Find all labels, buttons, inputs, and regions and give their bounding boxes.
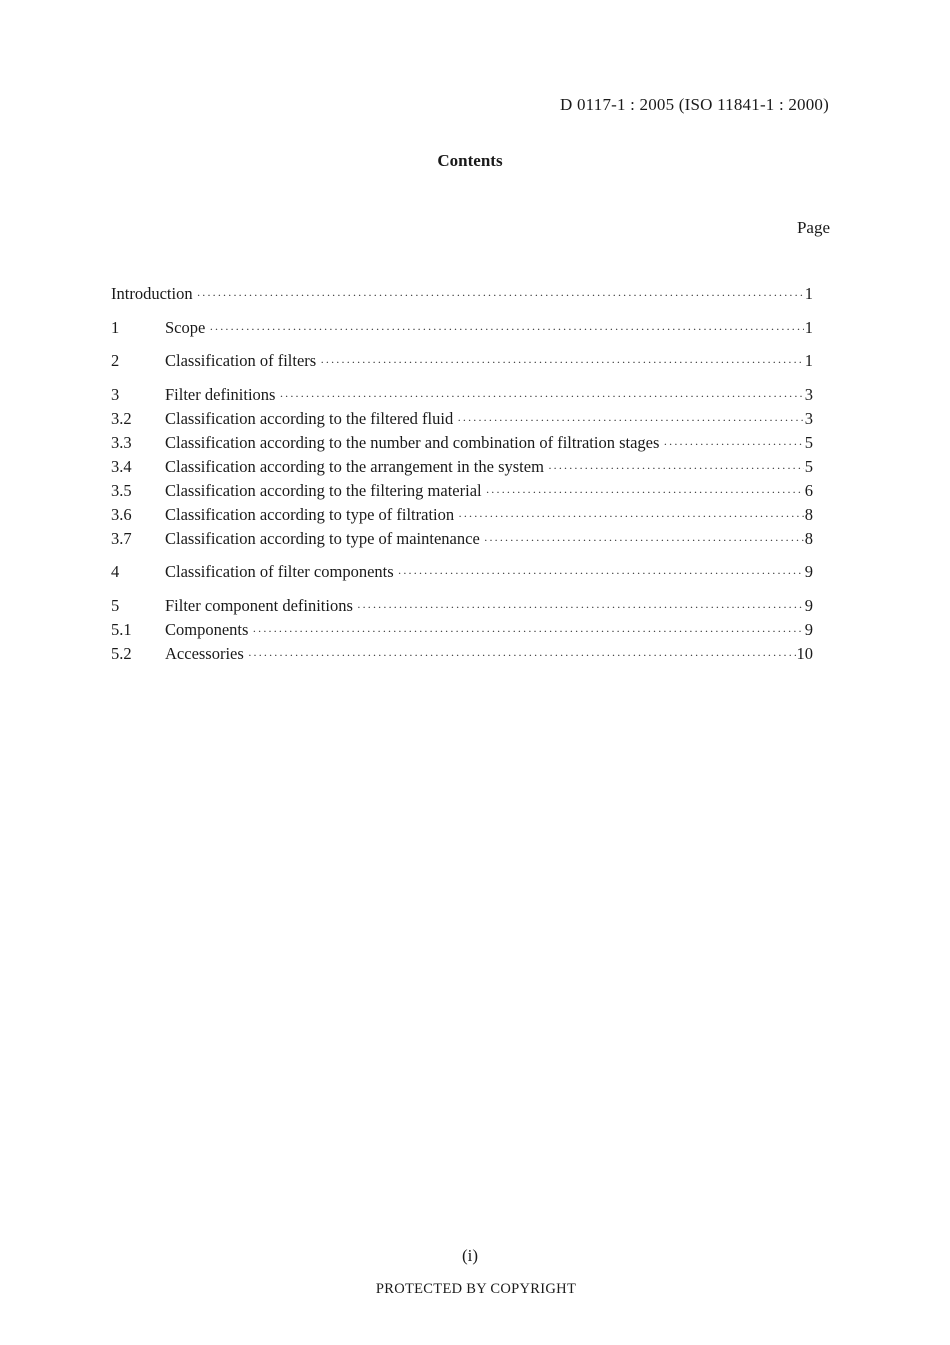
toc-entry-4[interactable] — [111, 560, 813, 584]
toc-entry-title: Filter component definitions — [165, 595, 353, 615]
toc-entry-page: 6 — [804, 480, 813, 500]
toc-entry-page: 9 — [804, 619, 813, 639]
toc-entry-number: 4 — [111, 562, 120, 581]
toc-entry-3-7[interactable] — [111, 527, 813, 551]
toc-entry-number: 2 — [111, 351, 120, 370]
page-title: Contents — [437, 151, 503, 170]
toc-entry-title: Introduction — [111, 284, 193, 303]
toc-entry-title: Classification according to the arrangement in the system — [165, 456, 544, 476]
dot-leader — [484, 528, 804, 552]
page-column-label: Page — [796, 218, 830, 237]
footer-page-number: (i) — [461, 1246, 479, 1265]
dot-leader — [486, 480, 804, 504]
toc-entry-number: 3.4 — [111, 456, 132, 476]
toc-entry-page: 3 — [804, 384, 813, 404]
toc-entry-page: 8 — [804, 504, 813, 524]
toc-entry-3-4[interactable] — [111, 455, 813, 479]
toc-entry-number: 3.3 — [111, 432, 132, 452]
dot-leader — [398, 561, 804, 585]
toc-entry-number: 3.5 — [111, 480, 132, 500]
toc-entry-title: Components — [165, 619, 249, 639]
document-id: D 0117-1 : 2005 (ISO 11841-1 : 2000) — [560, 95, 829, 114]
toc-entry-title: Classification according to type of filtration — [165, 504, 455, 524]
dot-leader — [252, 619, 803, 643]
toc-entry-title: Classification of filters — [165, 351, 317, 370]
dot-leader — [357, 595, 804, 619]
toc-entry-page: 9 — [804, 595, 813, 615]
toc-entry-number: 3.2 — [111, 408, 132, 428]
toc-entry-number: 3 — [111, 384, 120, 404]
toc-entry-3[interactable] — [111, 383, 813, 407]
toc-entry-number: 3.6 — [111, 504, 132, 524]
toc-entry-2[interactable] — [111, 349, 813, 373]
toc-entry-1[interactable] — [111, 316, 813, 340]
toc-entry-5-1[interactable] — [111, 618, 813, 642]
dot-leader — [663, 432, 803, 456]
dot-leader — [458, 504, 804, 528]
toc-entry-3-3[interactable] — [111, 431, 813, 455]
toc-entry-title: Scope — [165, 317, 206, 337]
toc-entry-number: 3.7 — [111, 528, 132, 548]
toc-entry-3-6[interactable] — [111, 503, 813, 527]
dot-leader — [248, 643, 796, 667]
toc-entry-page: 1 — [804, 317, 813, 337]
toc-entry-page: 8 — [804, 528, 813, 548]
dot-leader — [548, 456, 804, 480]
toc-entry-number: 5.1 — [111, 619, 132, 639]
toc-entry-5[interactable] — [111, 594, 813, 618]
toc-entry-title: Filter definitions — [165, 384, 276, 404]
toc-entry-title: Classification according to type of maintenance — [165, 528, 480, 548]
table-of-contents — [111, 282, 813, 666]
toc-entry-page: 5 — [804, 432, 813, 452]
toc-entry-page: 5 — [804, 456, 813, 476]
toc-entry-number: 1 — [111, 317, 120, 337]
dot-leader — [279, 384, 803, 408]
toc-entry-page: 10 — [796, 643, 813, 663]
toc-entry-number: 5 — [111, 595, 120, 615]
toc-entry-title: Classification according to the number and combination of filtration stages — [165, 432, 660, 452]
toc-entry-title: Accessories — [165, 643, 244, 663]
toc-entry-page: 1 — [804, 284, 813, 303]
toc-entry-page: 3 — [804, 408, 813, 428]
toc-entry-title: Classification of filter components — [165, 562, 394, 581]
toc-entry-introduction[interactable] — [111, 282, 813, 306]
toc-entry-number: 5.2 — [111, 643, 132, 663]
toc-entry-3-5[interactable] — [111, 479, 813, 503]
dot-leader — [457, 408, 804, 432]
toc-entry-page: 1 — [804, 351, 813, 370]
toc-entry-3-2[interactable] — [111, 407, 813, 431]
dot-leader — [320, 350, 804, 374]
toc-entry-title: Classification according to the filtered fluid — [165, 408, 454, 428]
copyright-notice: PROTECTED BY COPYRIGHT — [375, 1281, 577, 1297]
toc-entry-page: 9 — [804, 562, 813, 581]
toc-entry-5-2[interactable] — [111, 642, 813, 666]
dot-leader — [209, 317, 803, 341]
toc-entry-title: Classification according to the filtering material — [165, 480, 482, 500]
dot-leader — [197, 283, 804, 307]
